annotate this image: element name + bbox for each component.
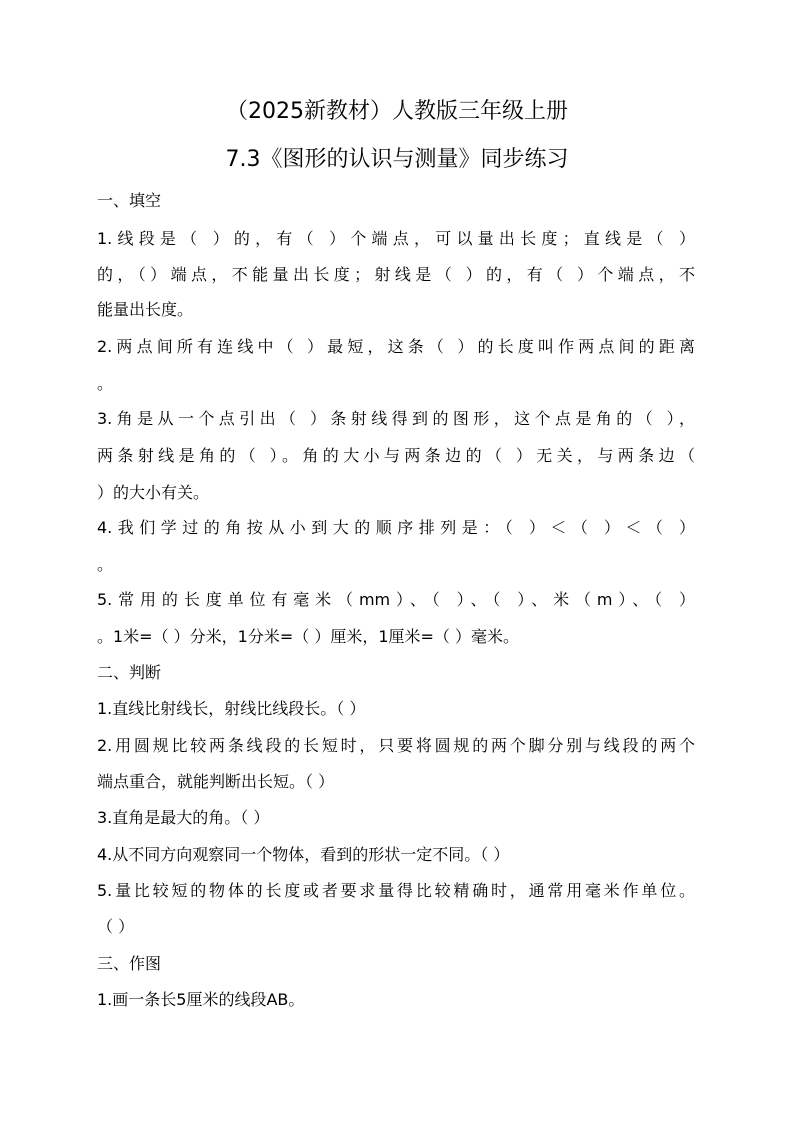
question-line: 2.用圆规比较两条线段的长短时，只要将圆规的两个脚分别与线段的两个 xyxy=(97,736,695,755)
question-line: 。 xyxy=(97,555,114,574)
section-heading-drawing: 三、作图 xyxy=(97,954,162,973)
question-line: （ ） xyxy=(97,917,135,936)
question-line: 两条射线是角的（ ）。角的大小与两条边的（ ）无关，与两条边（ xyxy=(97,446,695,465)
section-heading-fill-blank: 一、填空 xyxy=(97,191,162,210)
question-line: 。 xyxy=(97,374,114,393)
question-line: 1.线段是（ ）的，有（ ）个端点，可以量出长度；直线是（ ） xyxy=(97,229,695,248)
question-line: 。1米=（ ）分米，1分米=（ ）厘米，1厘米=（ ）毫米。 xyxy=(97,627,520,646)
question-line: 1.画一条长5厘米的线段AB。 xyxy=(97,990,305,1009)
question-line: ）的大小有关。 xyxy=(97,483,210,502)
title-line-2: 7.3《图形的认识与测量》同步练习 xyxy=(225,147,569,172)
question-line: 3.角是从一个点引出（ ）条射线得到的图形，这个点是角的（ ）， xyxy=(97,409,695,428)
question-line: 5.常用的长度单位有毫米（mm）、（ ）、（ ）、米（m）、（ ） xyxy=(97,590,695,609)
question-line: 4.从不同方向观察同一个物体，看到的形状一定不同。（ ） xyxy=(97,845,510,864)
question-line: 1.直线比射线长，射线比线段长。（ ） xyxy=(97,699,366,718)
question-line: 的，（）端点，不能量出长度；射线是（ ）的，有（ ）个端点，不 xyxy=(97,265,695,284)
question-line: 5.量比较短的物体的长度或者要求量得比较精确时，通常用毫米作单位。 xyxy=(97,881,695,900)
question-line: 端点重合，就能判断出长短。（ ） xyxy=(97,772,335,791)
title-line-1: （2025新教材）人教版三年级上册 xyxy=(226,99,568,124)
section-heading-judge: 二、判断 xyxy=(97,663,162,682)
question-line: 能量出长度。 xyxy=(97,300,194,319)
question-line: 3.直角是最大的角。（ ） xyxy=(97,808,270,827)
question-line: 4.我们学过的角按从小到大的顺序排列是：（ ）＜（ ）＜（ ） xyxy=(97,518,695,537)
question-line: 2.两点间所有连线中（ ）最短，这条（ ）的长度叫作两点间的距离 xyxy=(97,337,695,356)
